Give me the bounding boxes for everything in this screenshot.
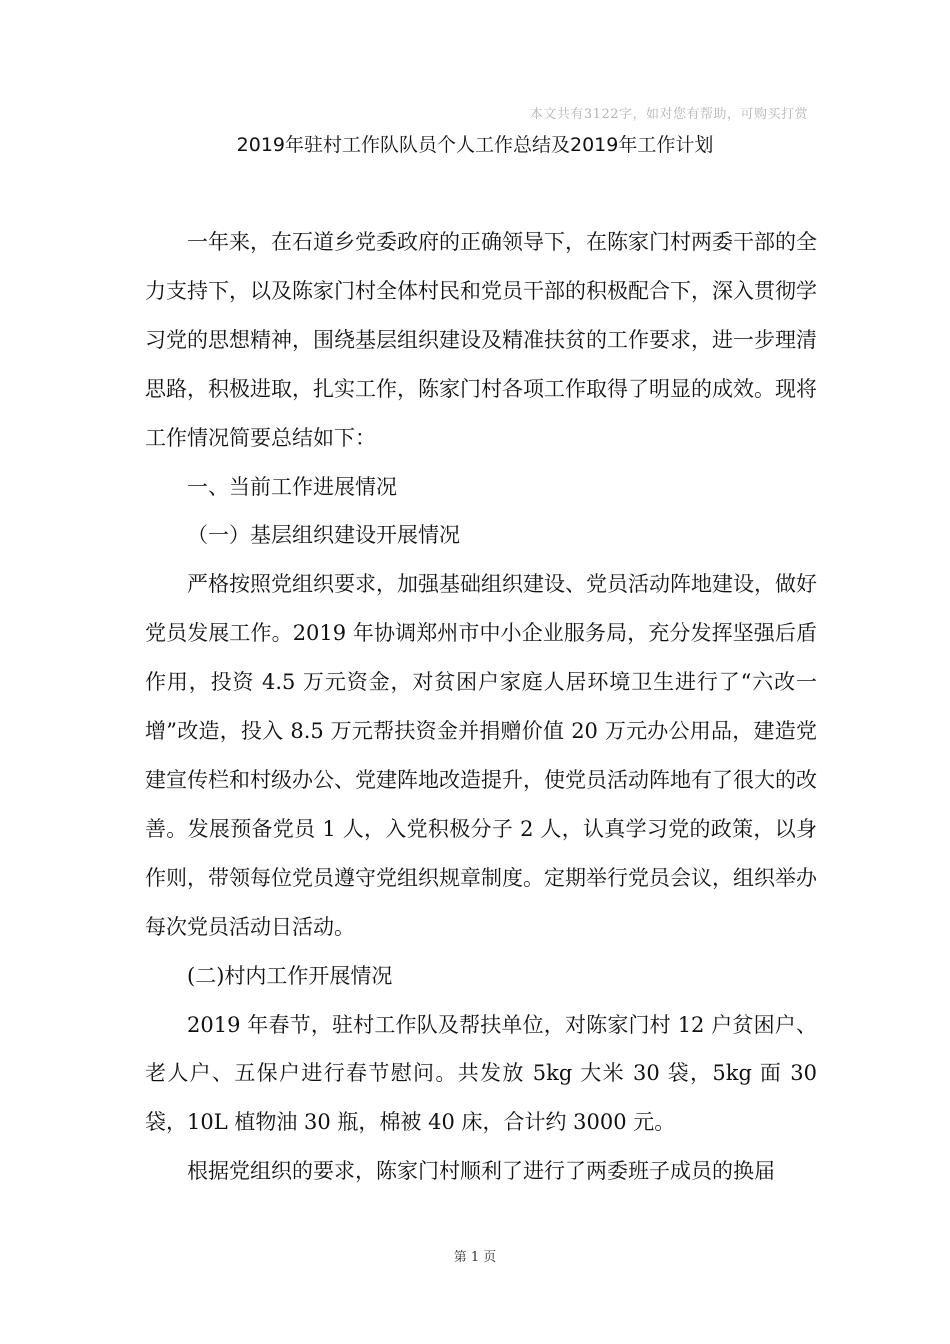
subsection-heading: (二)村内工作开展情况 (187, 963, 393, 988)
paragraph-village-work: 2019 年春节，驻村工作队及帮扶单位，对陈家门村 12 户贫困户、老人户、五保户进行春节慰问。共发放 5kg 大米 30 袋，5kg 面 30 袋，10L 植物油 30 瓶，棉被 40 床，合计约 3000 元。 (145, 1012, 817, 1135)
section-heading: 一、当前工作进展情况 (187, 474, 397, 499)
document-body (145, 218, 817, 1196)
document-title: 2019年驻村工作队队员个人工作总结及2019年工作计划 (236, 134, 714, 156)
paragraph-election: 根据党组织的要求，陈家门村顺利了进行了两委班子成员的换届 (187, 1159, 775, 1184)
page-number: 第 1 页 (453, 1250, 497, 1265)
watermark-text: 本文共有3122字，如对您有帮助，可购买打赏 (529, 107, 808, 122)
paragraph-organization: 严格按照党组织要求，加强基础组织建设、党员活动阵地建设，做好党员发展工作。2019 年协调郑州市中小企业服务局，充分发挥坚强后盾作用，投资 4.5 万元资金，对贫困户家庭人居环境卫生进行了“六改一增”改造，投入 8.5 万元帮扶资金并捐赠价值 20 万元办公用品，建造党建宣传栏和村级办公、党建阵地改造提升，使党员活动阵地有了很大的改善。发展预备党员 1 人，入党积极分子 2 人，认真学习党的政策，以身作则，带领每位党员遵守党组织规章制度。定期举行党员会议，组织举办每次党员活动日活动。 (145, 572, 817, 939)
subsection-heading: （一）基层组织建设开展情况 (187, 523, 460, 548)
paragraph-intro: 一年来，在石道乡党委政府的正确领导下，在陈家门村两委干部的全力支持下，以及陈家门村全体村民和党员干部的积极配合下，深入贯彻学习党的思想精神，围绕基层组织建设及精准扶贫的工作要求，进一步理清思路，积极进取，扎实工作，陈家门村各项工作取得了明显的成效。现将工作情况简要总结如下： (145, 230, 817, 450)
